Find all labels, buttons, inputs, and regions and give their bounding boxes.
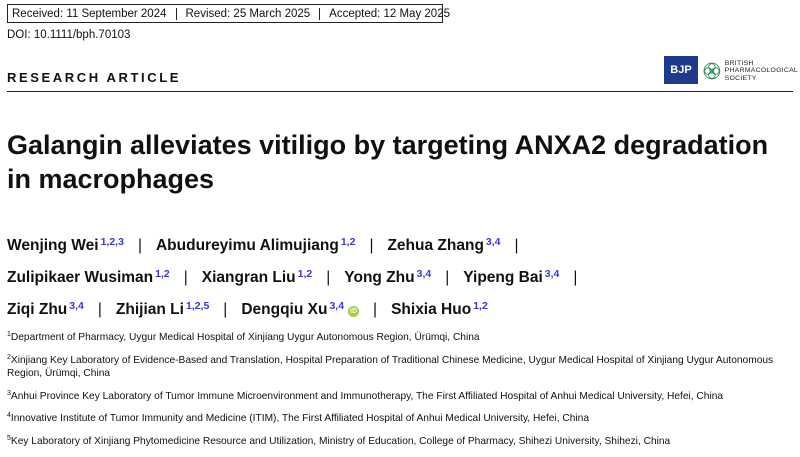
affiliation-item — [7, 409, 793, 426]
journal-logo — [664, 56, 698, 84]
society-name: BRITISH PHARMACOLOGICAL SOCIETY — [724, 59, 798, 82]
author-affiliation[interactable]: 3,4 — [485, 236, 501, 248]
affiliation-text: Department of Pharmacy, Uygur Medical Hospital of Xinjiang Uygur Autonomous Region, Ürümqi, China — [10, 332, 480, 343]
author-affiliation[interactable]: 3,4 — [416, 268, 432, 280]
orcid-icon[interactable]: iD — [350, 308, 358, 315]
author-separator: | — [369, 237, 374, 254]
author-affiliation[interactable]: 1,2 — [340, 236, 356, 248]
author-separator: | — [97, 301, 102, 318]
author-separator: | — [514, 237, 519, 254]
author-name[interactable]: Zehua Zhang — [387, 237, 484, 254]
affiliation-number: 5 — [7, 434, 11, 442]
author-affiliation[interactable]: 1,2 — [155, 268, 170, 280]
received-date: Received: 11 September 2024 — [12, 7, 167, 20]
author-name[interactable]: Yong Zhu — [344, 269, 415, 286]
affiliation-number: 3 — [7, 389, 11, 397]
author-separator: | — [373, 301, 378, 318]
author-separator: | — [573, 269, 578, 286]
affiliation-text: Anhui Province Key Laboratory of Tumor Immune Microenvironment and Immunotherapy, The First Affiliated Hospital of Anhui Medical University, Hefei, China — [10, 390, 724, 402]
affiliation-list — [7, 328, 793, 454]
author-affiliation[interactable]: 1,2 — [297, 268, 313, 280]
article-dates — [7, 4, 450, 23]
paper-title: Galangin alleviates vitiligo by targeting ANXA2 degradation in macrophages — [7, 130, 769, 194]
author-affiliation[interactable]: 3,4 — [329, 300, 345, 312]
author-separator: | — [183, 269, 188, 286]
author-name[interactable]: Yipeng Bai — [463, 269, 543, 286]
author-affiliation[interactable]: 3,4 — [69, 300, 84, 312]
divider — [7, 91, 793, 92]
doi[interactable]: DOI: 10.1111/bph.70103 — [7, 29, 131, 41]
affiliation-number: 2 — [7, 353, 11, 361]
author-name[interactable]: Xiangran Liu — [201, 269, 296, 286]
article-type: RESEARCH ARTICLE — [7, 70, 182, 85]
society-logo — [702, 54, 798, 88]
author-name[interactable]: Wenjing Wei — [7, 237, 99, 254]
affiliation-number: 1 — [7, 331, 11, 338]
accepted-date: Accepted: 12 May 2025 — [319, 8, 459, 20]
affiliation-number: 4 — [7, 412, 11, 419]
author-separator: | — [223, 301, 228, 318]
author-name[interactable]: Ziqi Zhu — [7, 301, 68, 318]
author-name[interactable]: Abudureyimu Alimujiang — [155, 237, 339, 254]
author-affiliation[interactable]: 1,2,5 — [185, 300, 210, 312]
author-affiliation[interactable]: 3,4 — [544, 268, 560, 280]
author-separator: | — [137, 237, 142, 254]
affiliation-item — [7, 432, 793, 449]
affiliation-item — [7, 387, 793, 404]
affiliation-text: Innovative Institute of Tumor Immunity and Medicine (ITIM), The First Affiliated Hospital of Anhui Medical University, Hefei, China — [10, 413, 590, 424]
author-separator: | — [326, 269, 331, 286]
author-name[interactable]: Dengqiu Xu — [241, 301, 328, 318]
author-list — [7, 228, 797, 324]
author-line — [7, 228, 797, 260]
affiliation-text: Key Laboratory of Xinjiang Phytomedicine Resource and Utilization, Ministry of Education, College of Pharmacy, Shihezi University, Shihezi, China — [10, 435, 671, 447]
author-line — [7, 292, 797, 324]
affiliation-item — [7, 351, 793, 381]
author-name[interactable]: Zulipikaer Wusiman — [7, 269, 154, 286]
affiliation-item — [7, 328, 793, 345]
author-affiliation[interactable]: 1,2 — [473, 300, 488, 312]
author-name[interactable]: Shixia Huo — [391, 301, 472, 318]
journal-logo-text: BJP — [670, 64, 692, 76]
author-line — [7, 260, 797, 292]
author-affiliation[interactable]: 1,2,3 — [100, 236, 124, 248]
author-separator: | — [445, 269, 450, 286]
affiliation-text: Xinjiang Key Laboratory of Evidence-Based and Translation, Hospital Preparation of Traditional Chinese Medicine, Uygur Medical Hospital of Xinjiang Uygur Autonomous Region, Ürümqi, China — [7, 354, 774, 379]
society-emblem-icon — [702, 56, 722, 86]
revised-date: Revised: 25 March 2025 — [176, 8, 320, 20]
author-name[interactable]: Zhijian Li — [115, 301, 184, 318]
